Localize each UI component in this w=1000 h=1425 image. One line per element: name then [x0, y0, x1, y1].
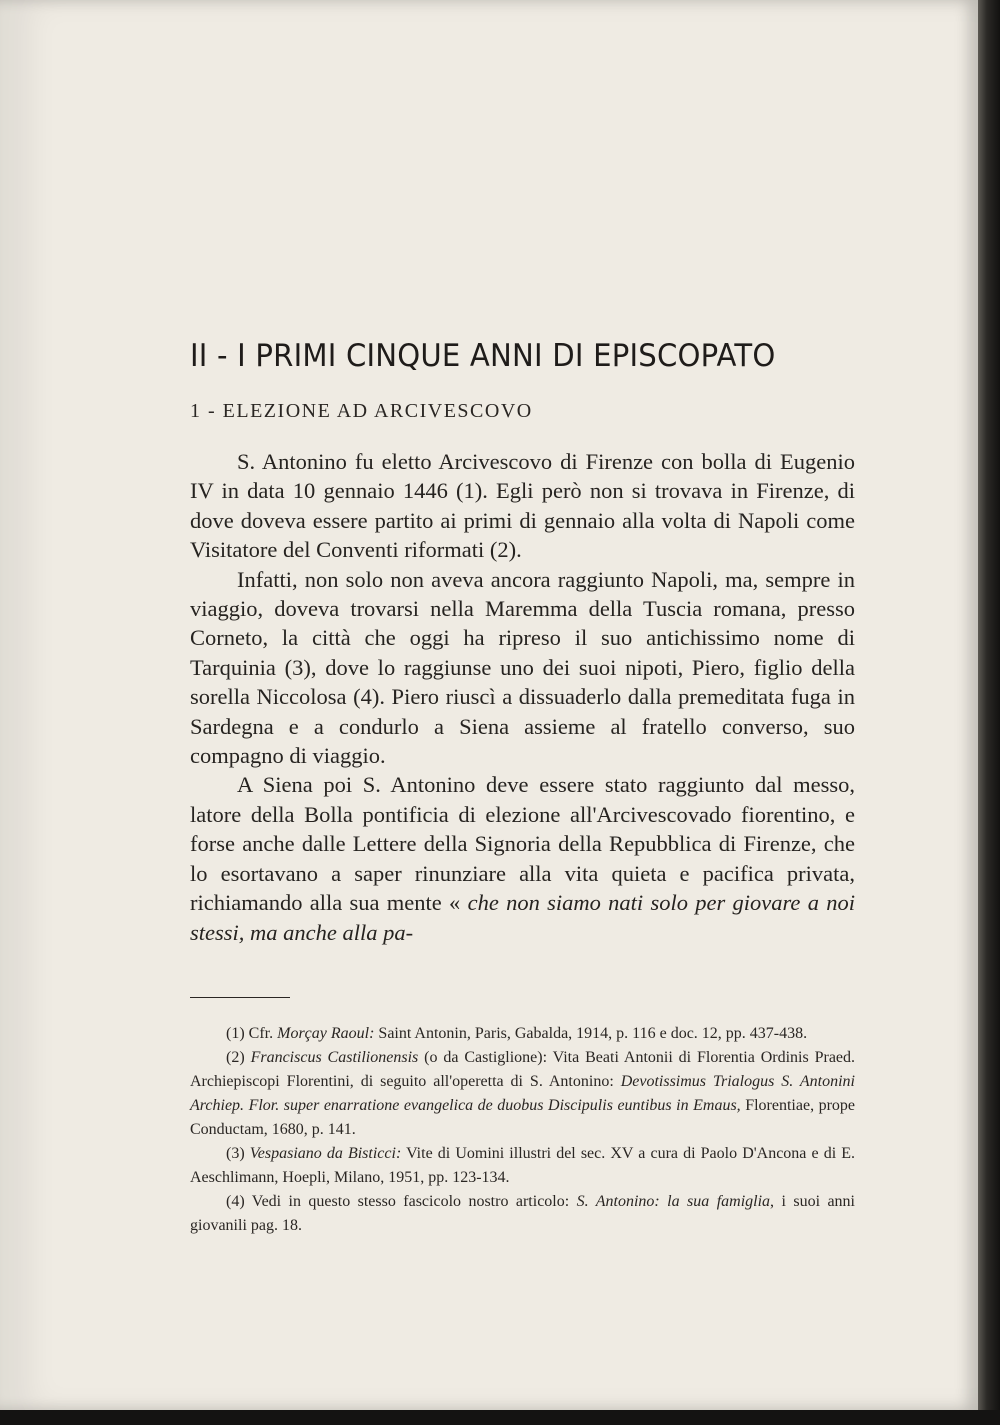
paragraph-text: A Siena poi S. Antonino deve essere stato raggiunto dal messo, latore della Bolla pontificia di elezione all'Arcivescovado fiorentino, e forse anche dalle Lettere della Signoria della Repubblica di Firenze, che lo esortavano a saper rinunziare alla vita quieta e pacifica privata, richiamando alla sua mente «	[190, 772, 855, 916]
footnote	[190, 1022, 855, 1046]
footnote-author: Morçay Raoul:	[277, 1025, 375, 1042]
footnote-author: Vespasiano da Bisticci:	[249, 1145, 402, 1162]
footnote-work-title: S. Antonino: la sua famiglia	[576, 1193, 771, 1210]
footnote-text: Vite di Uomini illustri del sec. XV a cura di Paolo D'Ancona e di E. Aeschlimann, Hoepli, Milano, 1951, pp. 123-134.	[190, 1145, 856, 1186]
footnote	[190, 1142, 855, 1190]
footnote	[190, 1046, 855, 1142]
paragraph	[190, 770, 855, 946]
footnote-work-title: Devotissimus Trialogus S. Antonini Archiep. Flor. super enarratione evangelica de duobus Discipulis euntibus in Emaus,	[190, 1073, 855, 1114]
section-title: 1 - ELEZIONE AD ARCIVESCOVO	[190, 400, 533, 422]
footnote-text: (2)	[226, 1049, 251, 1066]
body-text	[190, 447, 855, 947]
footnote-text: Florentiae, prope Conductam, 1680, p. 141.	[190, 1097, 856, 1138]
page-bottom-edge	[0, 1410, 1000, 1425]
footnote-author: Franciscus Castilionensis	[250, 1049, 419, 1066]
footnote-text: (o da Castiglione): Vita Beati Antonii di Florentia Ordinis Praed. Archiepiscopi Florentini, di seguito all'operetta di S. Antonino:	[190, 1049, 856, 1090]
footnote-text: (1) Cfr.	[226, 1025, 278, 1042]
footnote-divider	[190, 997, 290, 998]
book-spine-edge	[978, 0, 1000, 1425]
footnotes	[190, 1022, 855, 1238]
chapter-title: II - I PRIMI CINQUE ANNI DI EPISCOPATO	[190, 338, 776, 374]
footnote	[190, 1190, 855, 1238]
footnote-text: (3)	[226, 1145, 250, 1162]
italic-quote: che non siamo nati solo per giovare a noi stessi, ma anche alla pa-	[190, 890, 855, 945]
footnote-text: , i suoi anni giovanili pag. 18.	[190, 1193, 855, 1234]
footnote-text: (4) Vedi in questo stesso fascicolo nostro articolo:	[226, 1193, 577, 1210]
footnote-text: Saint Antonin, Paris, Gabalda, 1914, p. 116 e doc. 12, pp. 437-438.	[374, 1025, 808, 1042]
paragraph: Infatti, non solo non aveva ancora raggiunto Napoli, ma, sempre in viaggio, doveva trovarsi nella Maremma della Tuscia romana, presso Corneto, la città che oggi ha ripreso il suo antichissimo nome di Tarquinia (3), dove lo raggiunse uno dei suoi nipoti, Piero, figlio della sorella Niccolosa (4). Piero riuscì a dissuaderlo dalla premeditata fuga in Sardegna e a condurlo a Siena assieme al fratello converso, suo compagno di viaggio.	[190, 566, 855, 769]
paragraph: S. Antonino fu eletto Arcivescovo di Firenze con bolla di Eugenio IV in data 10 gennaio 1446 (1). Egli però non si trovava in Firenze, di dove doveva essere partito ai primi di gennaio alla volta di Napoli come Visitatore del Conventi riformati (2).	[190, 449, 855, 563]
